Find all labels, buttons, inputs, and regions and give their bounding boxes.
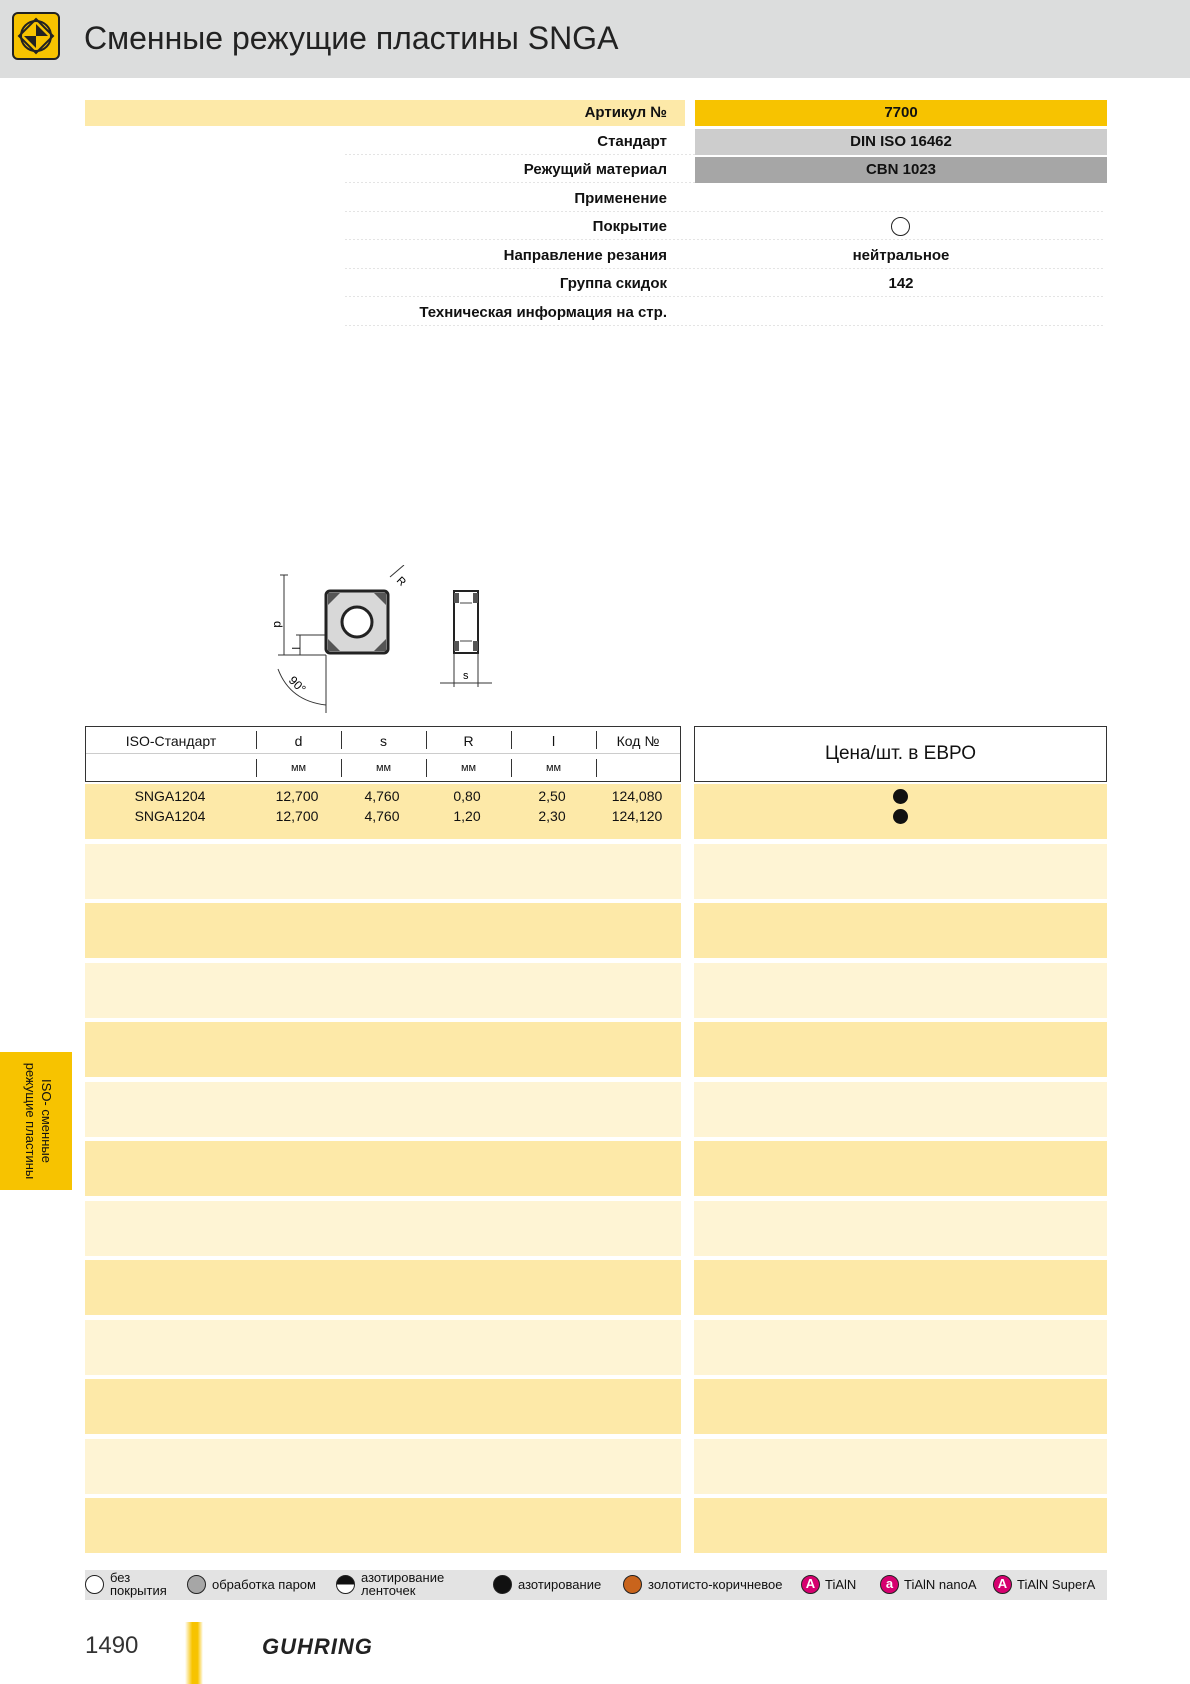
uncoated-circle-icon [891, 217, 910, 236]
info-label: Применение [574, 189, 667, 207]
availability-dot-icon [893, 809, 908, 824]
info-row [85, 214, 1107, 240]
legend-gold: золотисто-коричневое [648, 1577, 783, 1592]
table-band [694, 844, 1107, 899]
table-band [694, 963, 1107, 1018]
tialn-super-badge-icon: A [993, 1575, 1012, 1594]
info-label-wrap [85, 129, 667, 155]
column-header: s [380, 733, 387, 749]
table-cell: 2,50 [538, 788, 566, 804]
section-tab-line2: режущие пластины [23, 1062, 38, 1180]
table-cell: 124,080 [611, 788, 663, 804]
table-band [85, 1082, 681, 1137]
info-label: Покрытие [592, 218, 667, 235]
column-unit: мм [545, 762, 562, 774]
table-band [85, 1439, 681, 1494]
info-label: Артикул № [584, 104, 667, 121]
drawing-label-l: l [289, 647, 301, 650]
column-header: l [551, 733, 556, 749]
page-title: Сменные режущие пластины SNGA [84, 20, 619, 56]
table-band [85, 1320, 681, 1375]
info-label-wrap [85, 300, 667, 326]
table-cell: 2,30 [538, 808, 566, 824]
info-label: Режущий материал [523, 161, 667, 178]
column-separator [341, 759, 342, 777]
gold-brown-circle-icon [623, 1575, 642, 1594]
column-separator [341, 731, 342, 749]
column-unit: мм [290, 762, 307, 774]
table-band [85, 1201, 681, 1256]
tialn-nano-badge-icon: a [880, 1575, 899, 1594]
info-label: Стандарт [597, 132, 667, 150]
info-label-wrap [85, 157, 667, 183]
table-band [694, 1498, 1107, 1553]
legend-strip-nitriding: азотирование ленточек [361, 1570, 445, 1598]
table-cell: 4,760 [364, 788, 400, 804]
info-value: нейтральное [852, 246, 950, 264]
strip-nitriding-circle-icon [336, 1575, 355, 1594]
page-number: 1490 [85, 1632, 139, 1659]
info-label: Направление резания [503, 246, 667, 264]
table-band [85, 963, 681, 1018]
column-separator [596, 731, 597, 749]
table-band [85, 1260, 681, 1315]
column-unit: мм [460, 762, 477, 774]
table-band [85, 1141, 681, 1196]
table-cell: SNGA1204 [134, 808, 206, 824]
steam-circle-icon [187, 1575, 206, 1594]
table-band [694, 1141, 1107, 1196]
table-band [85, 903, 681, 958]
legend-tialn-super: TiAlN SuperA [1017, 1577, 1096, 1592]
drawing-label-angle: 90° [285, 673, 309, 696]
table-header [85, 726, 681, 782]
column-header: Код № [616, 733, 660, 749]
column-header: d [294, 733, 303, 749]
table-cell: SNGA1204 [134, 788, 206, 804]
table-cell: 4,760 [364, 808, 400, 824]
legend-tialn-nano: TiAlN nanoA [904, 1577, 977, 1592]
table-band [694, 1082, 1107, 1137]
table-band [694, 903, 1107, 958]
header-bar [0, 0, 1190, 78]
info-row [85, 157, 1107, 183]
table-cell: 12,700 [275, 808, 319, 824]
brand-name: GUHRING [262, 1634, 373, 1659]
legend-tialn: TiAlN [825, 1577, 857, 1592]
section-tab[interactable] [0, 1052, 72, 1190]
section-tab-line1: ISO- сменные [39, 1079, 54, 1163]
legend-steam: обработка паром [212, 1577, 316, 1592]
info-value: 142 [888, 275, 914, 292]
table-cell: 0,80 [453, 788, 481, 804]
info-row [85, 271, 1107, 297]
tialn-badge-icon: A [801, 1575, 820, 1594]
column-separator [511, 731, 512, 749]
column-unit: мм [375, 762, 392, 774]
footer-accent [185, 1622, 203, 1684]
insert-drawing [260, 565, 520, 715]
info-row [85, 100, 1107, 126]
column-separator [426, 759, 427, 777]
table-cell: 124,120 [611, 808, 663, 824]
table-cell: 12,700 [275, 788, 319, 804]
header-divider [86, 753, 680, 754]
column-separator [596, 759, 597, 777]
info-value [695, 300, 1107, 326]
table-band [694, 1022, 1107, 1077]
drawing-label-r: R [393, 574, 408, 589]
info-label: Техническая информация на стр. [419, 303, 667, 321]
column-separator [426, 731, 427, 749]
table-cell: 1,20 [453, 808, 481, 824]
drawing-label-d: d [271, 621, 285, 628]
table-band [85, 844, 681, 899]
nitriding-circle-icon [493, 1575, 512, 1594]
column-separator [256, 731, 257, 749]
availability-dot-icon [893, 789, 908, 804]
info-label-wrap [85, 271, 667, 297]
info-row [85, 186, 1107, 212]
info-row [85, 243, 1107, 269]
column-separator [511, 759, 512, 777]
coating-legend [85, 1570, 1107, 1600]
brand-logo-icon [12, 12, 60, 60]
info-value: DIN ISO 16462 [695, 129, 1107, 155]
info-row [85, 300, 1107, 326]
table-band [85, 1022, 681, 1077]
info-label-wrap [85, 100, 667, 126]
table-band [85, 1498, 681, 1553]
table-band [85, 1379, 681, 1434]
info-label-wrap [85, 186, 667, 212]
table-band [694, 1260, 1107, 1315]
table-band [694, 1379, 1107, 1434]
info-label-wrap [85, 243, 667, 269]
column-header: R [463, 733, 474, 749]
info-label: Группа скидок [559, 275, 667, 292]
column-header: ISO-Стандарт [125, 733, 217, 749]
info-value [695, 186, 1107, 212]
drawing-label-s: s [463, 670, 469, 682]
table-band [694, 1439, 1107, 1494]
column-separator [256, 759, 257, 777]
price-header: Цена/шт. в ЕВРО [694, 726, 1107, 782]
table-band [694, 1201, 1107, 1256]
info-label-wrap [85, 214, 667, 240]
uncoated-circle-icon [85, 1575, 104, 1594]
info-value: 7700 [695, 100, 1107, 126]
table-band [694, 1320, 1107, 1375]
legend-nitriding: азотирование [518, 1577, 602, 1592]
info-row [85, 129, 1107, 155]
info-value: CBN 1023 [695, 157, 1107, 183]
legend-uncoated: без покрытия [110, 1570, 167, 1598]
